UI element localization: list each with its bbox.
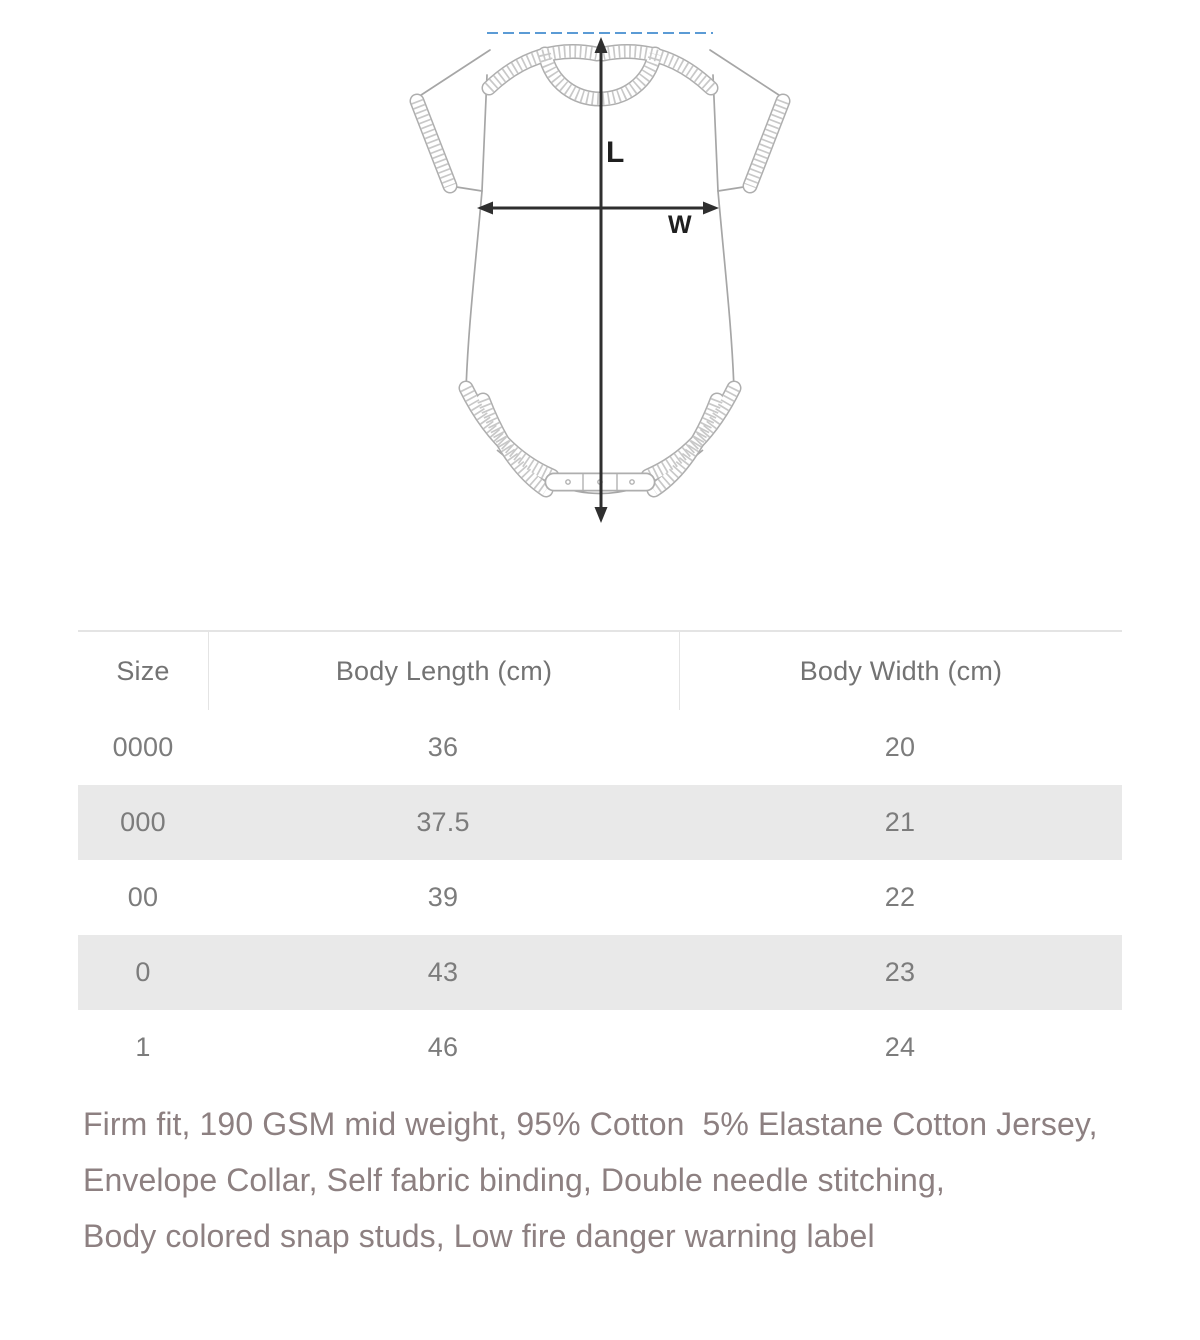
- right-shoulder-edge: [710, 50, 785, 99]
- bodysuit-line-drawing: [0, 0, 1200, 560]
- table-cell: 20: [884, 732, 916, 762]
- description-line: Envelope Collar, Self fabric binding, Double needle stitching,: [83, 1162, 945, 1198]
- right-side-seam: [718, 191, 734, 390]
- size-chart-table: [78, 630, 1122, 1085]
- garment-diagram: [0, 0, 1200, 560]
- column-header: Size: [78, 632, 209, 710]
- left-side-seam: [466, 191, 482, 390]
- table-cell: 39: [427, 882, 459, 912]
- table-row: [78, 785, 1122, 860]
- table-cell: 00: [127, 882, 159, 912]
- length-dimension-arrow: [595, 37, 608, 523]
- description-line: Body colored snap studs, Low fire danger warning label: [83, 1218, 875, 1254]
- length-dimension-label: L: [606, 136, 625, 169]
- table-cell: 1: [135, 1032, 151, 1062]
- table-cell: 37.5: [416, 807, 470, 837]
- table-cell: 21: [884, 807, 916, 837]
- table-cell: 36: [427, 732, 459, 762]
- column-header: Body Width (cm): [799, 655, 1003, 686]
- product-description: [83, 1096, 1163, 1264]
- size-chart-header-row: [78, 630, 1122, 710]
- table-cell: 46: [427, 1032, 459, 1062]
- left-shoulder-edge: [415, 50, 490, 99]
- table-cell: 22: [884, 882, 916, 912]
- table-cell: 23: [884, 957, 916, 987]
- table-cell: 0000: [112, 732, 174, 762]
- table-cell: 0: [135, 957, 151, 987]
- description-line: Firm fit, 190 GSM mid weight, 95% Cotton 5% Elastane Cotton Jersey,: [83, 1106, 1098, 1142]
- table-row: [78, 860, 1122, 935]
- table-cell: 24: [884, 1032, 916, 1062]
- width-dimension-label: W: [668, 211, 692, 239]
- size-chart-body: [78, 710, 1122, 1085]
- table-cell: 000: [120, 807, 166, 837]
- table-cell: 43: [427, 957, 459, 987]
- table-row: [78, 1010, 1122, 1085]
- column-header: Body Length (cm): [209, 632, 680, 710]
- table-row: [78, 710, 1122, 785]
- table-row: [78, 935, 1122, 1010]
